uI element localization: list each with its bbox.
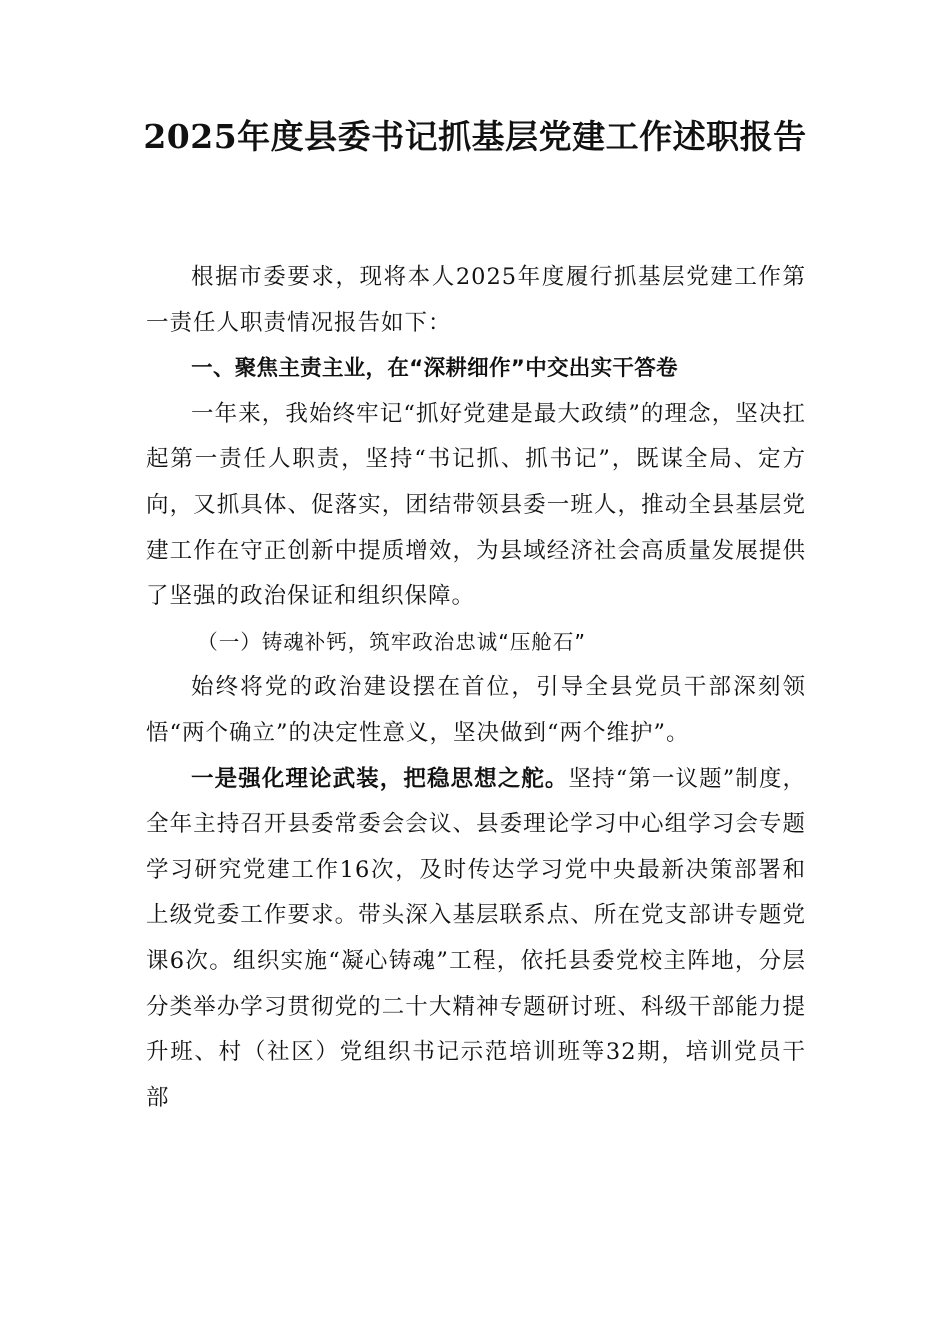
section-1-paragraph: 一年来，我始终牢记“抓好党建是最大政绩”的理念，坚决扛起第一责任人职责，坚持“书记抓、抓书记”，既谋全局、定方向，又抓具体、促落实，团结带领县委一班人，推动全县基层党建工作在守正创新中提质增效，为县域经济社会高质量发展提供了坚强的政治保证和组织保障。 (146, 400, 806, 610)
section-heading-1: 一、聚焦主责主业，在“深耕细作”中交出实干答卷 (191, 356, 678, 382)
point-1-paragraph (146, 757, 806, 1122)
point-1-text: 坚持“第一议题”制度，全年主持召开县委常委会会议、县委理论学习中心组学习会专题学习研究党建工作16次，及时传达学习党中央最新决策部署和上级党委工作要求。带头深入基层联系点、所在党支部讲专题党课6次。组织实施“凝心铸魂”工程，依托县委党校主阵地，分层分类举办学习贯彻党的二十大精神专题研讨班、科级干部能力提升班、村（社区）党组织书记示范培训班等32期，培训党员干部 (146, 765, 806, 1111)
document-title: 2025年度县委书记抓基层党建工作述职报告 (143, 117, 807, 156)
point-1-lead: 一是强化理论武装，把稳思想之舵。 (191, 765, 569, 792)
subsection-heading-1: （一）铸魂补钙，筑牢政治忠诚“压舱石” (197, 629, 586, 654)
subsection-1-paragraph: 始终将党的政治建设摆在首位，引导全县党员干部深刻领悟“两个确立”的决定性意义，坚决做到“两个维护”。 (146, 674, 806, 746)
document-body (146, 255, 806, 1121)
intro-paragraph: 根据市委要求，现将本人2025年度履行抓基层党建工作第一责任人职责情况报告如下： (146, 264, 806, 336)
